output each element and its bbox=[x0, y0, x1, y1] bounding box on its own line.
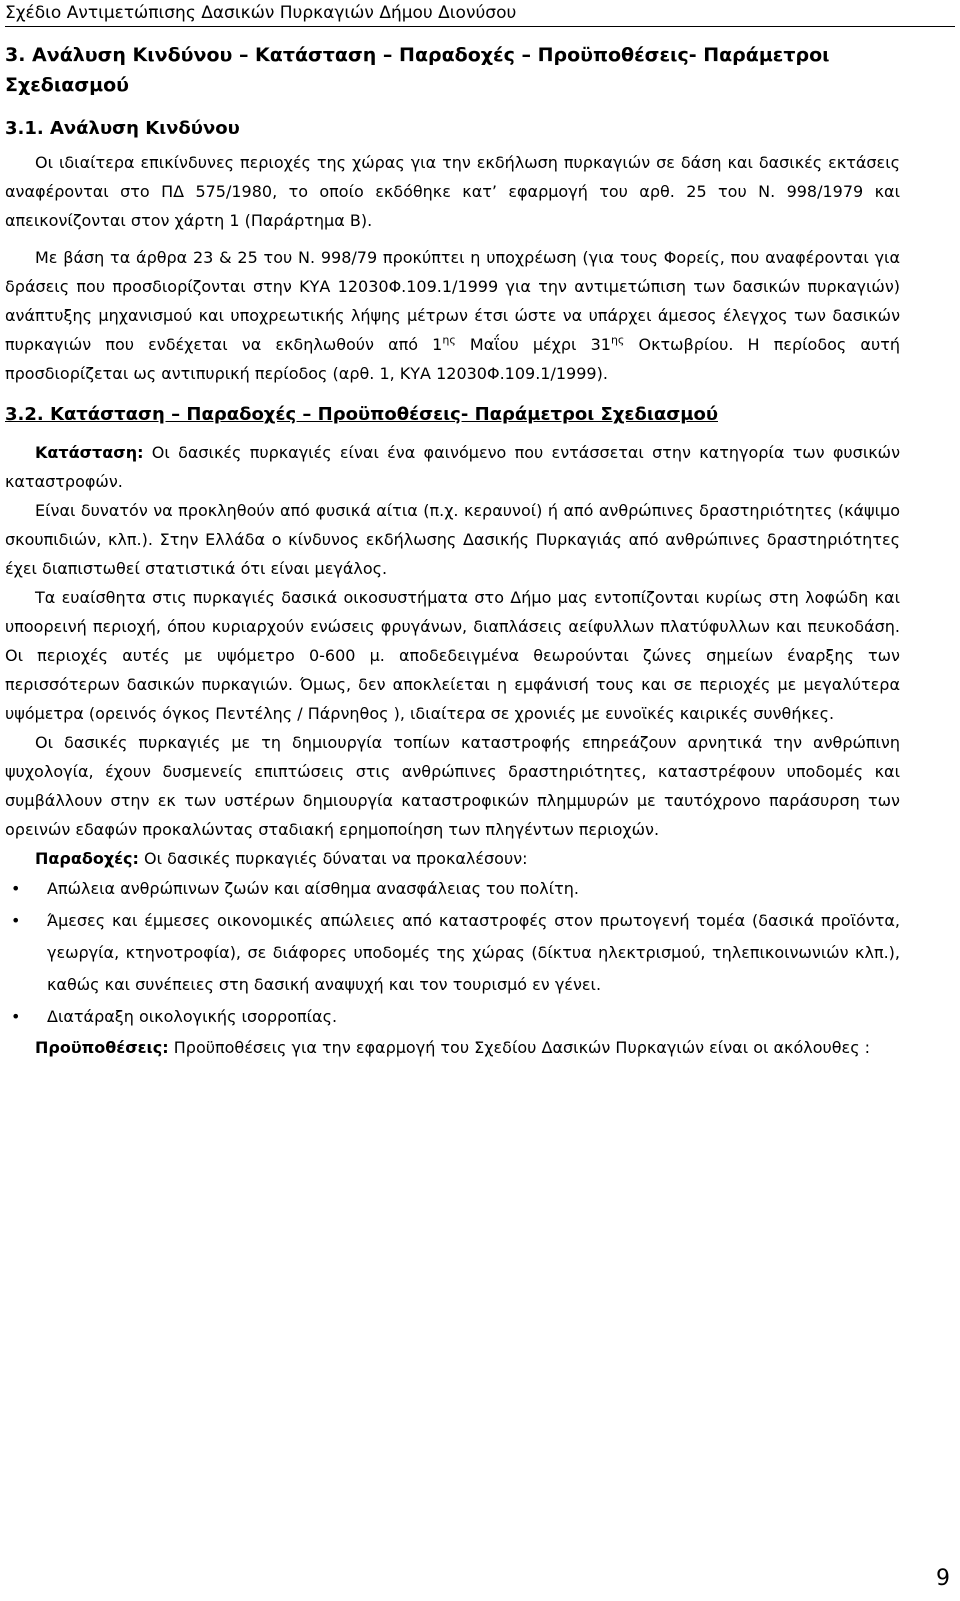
fire-period-text-b: Μαΐου μέχρι 31 bbox=[455, 335, 611, 354]
section-3-1-title: 3.1. Ανάλυση Κινδύνου bbox=[5, 118, 240, 139]
fire-period-text-a: Με βάση τα άρθρα 23 & 25 του Ν. 998/79 προκύπτει η υποχρέωση (για τους Φορείς, που αναφέρονται για δράσεις που προσδιορίζονται στην ΚΥΑ 12030Φ.109.1/1999 για την αντιμετώπιση των δασικών πυρκαγιών) ανάπτυξης μηχανισμού και υποχρεωτικής λήψης μέτρων έτσι ώστε να υπάρχει άμεσος έλεγχος των δασικών πυρκαγιών που ενδέχεται να εκδηλωθούν από 1 bbox=[5, 248, 900, 354]
bullet-icon: • bbox=[11, 879, 21, 898]
bullet-icon: • bbox=[11, 911, 21, 930]
paragraph-prerequisites bbox=[5, 1033, 900, 1062]
section-3-2-title bbox=[5, 402, 900, 428]
document-header bbox=[5, 2, 955, 27]
paragraph-causes: Είναι δυνατόν να προκληθούν από φυσικά αίτια (π.χ. κεραυνοί) ή από ανθρώπινες δραστηριότητες (κάψιμο σκουπιδιών, κλπ.). Στην Ελλάδα ο κίνδυνος εκδήλωσης Δασικής Πυρκαγιάς από ανθρώπινες δραστηριότητες έχει διαπιστωθεί στατιστικά ότι είναι μεγάλος. bbox=[5, 501, 900, 578]
paragraph-sensitive-areas: Τα ευαίσθητα στις πυρκαγιές δασικά οικοσυστήματα στο Δήμο μας εντοπίζονται κυρίως στη λοφώδη και υποορεινή περιοχή, όπου κυριαρχούν ενώσεις φρυγάνων, διαπλάσεις αείφυλλων πλατύφυλλων και πευκοδάση. Οι περιοχές αυτές με υψόμετρο 0-600 μ. αποδεδειγμένα θεωρούνται ζώνες σημείων έναρξης των περισσότερων δασικών πυρκαγιών. Όμως, δεν αποκλείεται η εμφάνισή τους και σε περιοχές με μεγαλύτερα υψόμετρα (ορεινός όγκος Πεντέλης / Πάρνηθος ), ιδιαίτερα σε χρονιές με ευνοϊκές καιρικές συνθήκες. bbox=[5, 588, 900, 723]
list-item bbox=[5, 873, 900, 905]
header-title: Σχέδιο Αντιμετώπισης Δασικών Πυρκαγιών Δήμου Διονύσου bbox=[5, 3, 517, 23]
prereq-text: Προϋποθέσεις για την εφαρμογή του Σχεδίου Δασικών Πυρκαγιών είναι οι ακόλουθες : bbox=[168, 1038, 871, 1057]
section-3-2-title-text: 3.2. Κατάσταση – Παραδοχές – Προϋποθέσεις- Παράμετροι Σχεδιασμού bbox=[5, 404, 718, 425]
state-text: Οι δασικές πυρκαγιές είναι ένα φαινόμενο που εντάσσεται στην κατηγορία των φυσικών καταστροφών. bbox=[5, 443, 900, 491]
ordinal-suffix: ης bbox=[610, 333, 625, 347]
assumptions-text: Οι δασικές πυρκαγιές δύναται να προκαλέσουν: bbox=[138, 849, 528, 868]
bullet-icon: • bbox=[11, 1007, 21, 1026]
prereq-label: Προϋποθέσεις: bbox=[35, 1038, 169, 1057]
ordinal-suffix: ης bbox=[442, 333, 456, 347]
assumptions-list bbox=[5, 873, 900, 1033]
paragraph-effects: Οι δασικές πυρκαγιές με τη δημιουργία τοπίων καταστροφής επηρεάζουν αρνητικά την ανθρώπινη ψυχολογία, έχουν δυσμενείς επιπτώσεις στις ανθρώπινες δραστηριότητες, καταστρέφουν υποδομές και συμβάλλουν στην εκ των υστέρων δημιουργία καταστροφικών πλημμυρών με ταυτόχρονο παράσυρση των ορεινών εδαφών προκαλώντας σταδιακή ερημοποίηση των πληγέντων περιοχών. bbox=[5, 733, 900, 839]
fire-period-text-c: Οκτωβρίου. Η περίοδος αυτή προσδιορίζεται ως αντιπυρική περίοδος (αρθ. 1, ΚΥΑ 12030Φ.109.1/1999). bbox=[5, 335, 900, 383]
list-item bbox=[5, 905, 900, 1001]
list-item-text: Άμεσες και έμμεσες οικονομικές απώλειες από καταστροφές στον πρωτογενή τομέα (δασικά προϊόντα, γεωργία, κτηνοτροφία), σε διάφορες υποδομές της χώρας (δίκτυα ηλεκτρισμού, τηλεπικοινωνιών κλπ.), καθώς και συνέπειες στη δασική αναψυχή και τον τουρισμό εν γένει. bbox=[47, 911, 900, 994]
section-3-title: 3. Ανάλυση Κινδύνου – Κατάσταση – Παραδοχές – Προϋποθέσεις- Παράμετροι Σχεδιασμού bbox=[5, 44, 830, 96]
list-item-text: Απώλεια ανθρώπινων ζωών και αίσθημα ανασφάλειας του πολίτη. bbox=[47, 879, 579, 898]
paragraph-state bbox=[5, 438, 900, 496]
page-body bbox=[5, 40, 900, 1062]
page-number: 9 bbox=[936, 1566, 950, 1591]
state-label: Κατάσταση: bbox=[35, 443, 144, 462]
list-item bbox=[5, 1001, 900, 1033]
paragraph-risk-areas: Οι ιδιαίτερα επικίνδυνες περιοχές της χώρας για την εκδήλωση πυρκαγιών σε δάση και δασικές εκτάσεις αναφέρονται στο ΠΔ 575/1980, το οποίο εκδόθηκε κατ’ εφαρμογή του αρθ. 25 του Ν. 998/1979 και απεικονίζονται στον χάρτη 1 (Παράρτημα Β). bbox=[5, 153, 900, 230]
assumptions-label: Παραδοχές: bbox=[35, 849, 139, 868]
paragraph-fire-period bbox=[5, 243, 900, 388]
paragraph-assumptions bbox=[5, 844, 900, 873]
list-item-text: Διατάραξη οικολογικής ισορροπίας. bbox=[47, 1007, 338, 1026]
